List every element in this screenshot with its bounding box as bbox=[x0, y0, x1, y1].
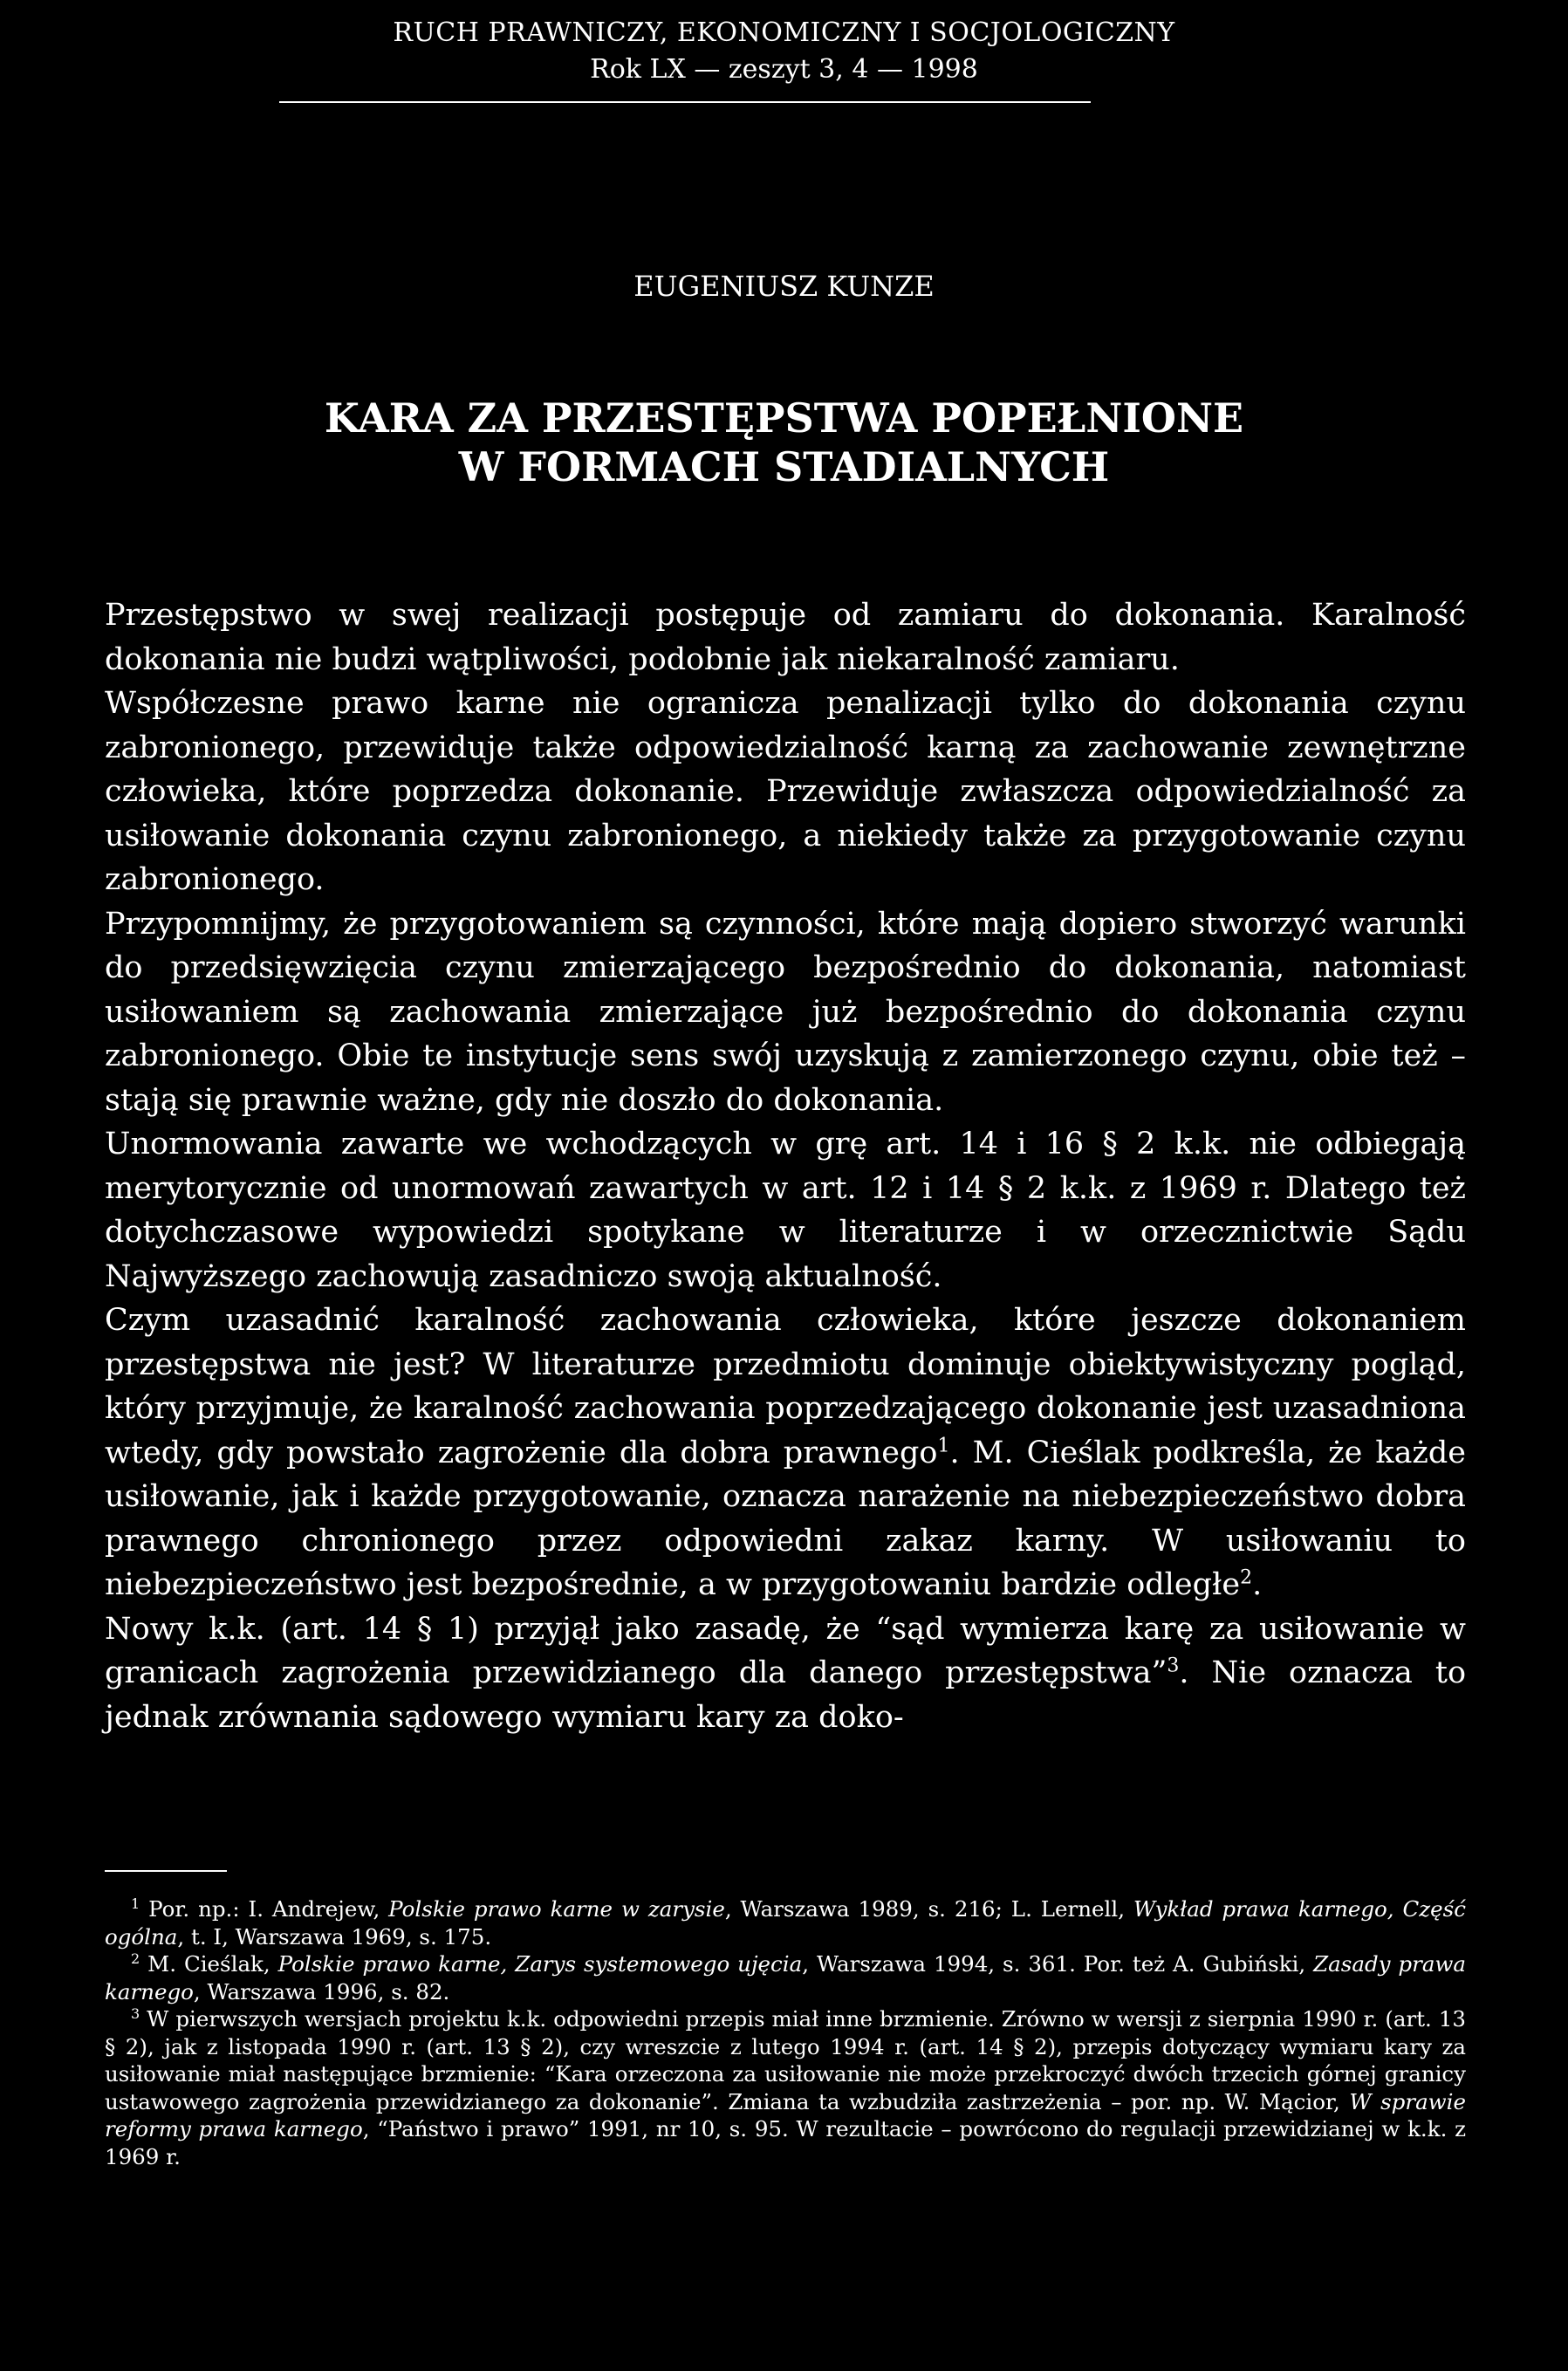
footnote-divider bbox=[105, 1870, 227, 1872]
footnote-text: , Warszawa 1989, s. 216; L. Lernell, bbox=[724, 1896, 1133, 1922]
header-divider bbox=[279, 101, 1091, 103]
paragraph-text: . Nie oznacza to jednak zrównania sądowego wymiaru kary za doko- bbox=[105, 1655, 1467, 1735]
paragraph-text: . bbox=[1252, 1567, 1263, 1602]
journal-name: RUCH PRAWNICZY, EKONOMICZNY I SOCJOLOGICZNY bbox=[393, 17, 1175, 48]
footnote-italic: Polskie prawo karne, Zarys systemowego ujęcia bbox=[277, 1951, 803, 1977]
article-body bbox=[105, 593, 1466, 1739]
body-paragraph bbox=[105, 1299, 1466, 1607]
article-title-line-1: KARA ZA PRZESTĘPSTWA POPEŁNIONE bbox=[324, 394, 1244, 442]
article-author: EUGENIUSZ KUNZE bbox=[633, 270, 935, 303]
footnote-italic: W sprawie reformy prawa karnego bbox=[105, 2088, 1466, 2141]
body-paragraph bbox=[105, 902, 1466, 1123]
footnote-text: W pierwszych wersjach projektu k.k. odpowiedni przepis miał inne brzmienie. Zrówno w wersji z sierpnia 1990 r. (art. 13 § 2), jak z listopada 1990 r. (art. 13 § 2), czy wreszcie z lutego 1994 r. (art. 14 § 2), przepis dotyczący wymiaru kary za usiłowanie miał następujące brzmienie: “Kara orzeczona za usiłowanie nie może przekroczyć dwóch trzecich górnej granicy ustawowego zagrożenia przewidzianego za dokonanie”. Zmiana ta wzbudziła zastrzeżenia – por. np. W. Mącior, bbox=[105, 2006, 1466, 2114]
body-paragraph bbox=[105, 1122, 1466, 1299]
footnote-number: 1 bbox=[131, 1895, 140, 1912]
body-paragraph bbox=[105, 1607, 1466, 1740]
footnote-text: Por. np.: I. Andrejew, bbox=[140, 1896, 389, 1922]
footnotes bbox=[105, 1895, 1466, 2170]
journal-issue: Rok LX — zeszyt 3, 4 — 1998 bbox=[590, 54, 978, 85]
paragraph-text: Przypomnijmy, że przygotowaniem są czynności, które mają dopiero stworzyć warunki do przedsięwzięcia czynu zmierzającego bezpośrednio do dokonania, natomiast usiłowaniem są zachowania zmierzające już bezpośrednio do dokonania czynu zabronionego. Obie te instytucje sens swój uzyskują z zamierzonego czynu, obie też – stają się prawnie ważne, gdy nie doszło do dokonania. bbox=[105, 906, 1466, 1118]
footnote-number: 3 bbox=[131, 2004, 140, 2022]
article-title-line-2: W FORMACH STADIALNYCH bbox=[458, 443, 1110, 490]
paragraph-text: Nowy k.k. (art. 14 § 1) przyjął jako zasadę, że “sąd wymierza karę za usiłowanie w granicach zagrożenia przewidzianego dla danego przestępstwa” bbox=[105, 1611, 1466, 1690]
footnote-italic: Wykład prawa karnego, Część ogólna bbox=[105, 1896, 1466, 1950]
footnote-ref-3: 3 bbox=[1167, 1655, 1180, 1677]
body-paragraph bbox=[105, 593, 1466, 682]
footnote-text: , t. I, Warszawa 1969, s. 175. bbox=[177, 1923, 492, 1950]
footnote-text: , Warszawa 1994, s. 361. Por. też A. Gubiński, bbox=[802, 1951, 1314, 1977]
footnote-1 bbox=[105, 1895, 1466, 1950]
footnote-number: 2 bbox=[131, 1950, 140, 1967]
paragraph-text: Współczesne prawo karne nie ogranicza penalizacji tylko do dokonania czynu zabronionego, przewiduje także odpowiedzialność karną za zachowanie zewnętrzne człowieka, które poprzedza dokonanie. Przewiduje zwłaszcza odpowiedzialność za usiłowanie dokonania czynu zabronionego, a niekiedy także za przygotowanie czynu zabronionego. bbox=[105, 686, 1466, 897]
paragraph-text: Czym uzasadnić karalność zachowania człowieka, które jeszcze dokonaniem przestępstwa nie jest? W literaturze przedmiotu dominuje obiektywistyczny pogląd, który przyjmuje, że karalność zachowania poprzedzającego dokonanie jest uzasadniona wtedy, gdy powstało zagrożenie dla dobra prawnego bbox=[105, 1303, 1466, 1470]
paragraph-text: Przestępstwo w swej realizacji postępuje od zamiaru do dokonania. Karalność dokonania nie budzi wątpliwości, podobnie jak niekaralność zamiaru. bbox=[105, 598, 1466, 677]
footnote-text: , “Państwo i prawo” 1991, nr 10, s. 95. W rezultacie – powrócono do regulacji przewidzianej w k.k. z 1969 r. bbox=[105, 2116, 1466, 2169]
paragraph-text: . M. Cieślak podkreśla, że każde usiłowanie, jak i każde przygotowanie, oznacza narażenie na niebezpieczeństwo dobra prawnego chronionego przez odpowiedni zakaz karny. W usiłowaniu to niebezpieczeństwo jest bezpośrednie, a w przygotowaniu bardzie odległe bbox=[105, 1435, 1466, 1602]
footnote-2 bbox=[105, 1950, 1466, 2005]
footnote-3 bbox=[105, 2005, 1466, 2170]
body-paragraph bbox=[105, 682, 1466, 902]
footnote-italic: Polskie prawo karne w zarysie bbox=[388, 1896, 725, 1922]
footnote-ref-1: 1 bbox=[937, 1434, 950, 1456]
footnote-text: M. Cieślak, bbox=[140, 1951, 278, 1977]
paragraph-text: Unormowania zawarte we wchodzących w grę art. 14 i 16 § 2 k.k. nie odbiegają merytorycznie od unormowań zawartych w art. 12 i 14 § 2 k.k. z 1969 r. Dlatego też dotychczasowe wypowiedzi spotykane w literaturze i w orzecznictwie Sądu Najwyższego zachowują zasadniczo swoją aktualność. bbox=[105, 1127, 1466, 1294]
footnote-ref-2: 2 bbox=[1240, 1566, 1253, 1589]
footnote-italic: Zasady prawa karnego bbox=[105, 1951, 1467, 2004]
footnote-text: , Warszawa 1996, s. 82. bbox=[193, 1978, 450, 2004]
